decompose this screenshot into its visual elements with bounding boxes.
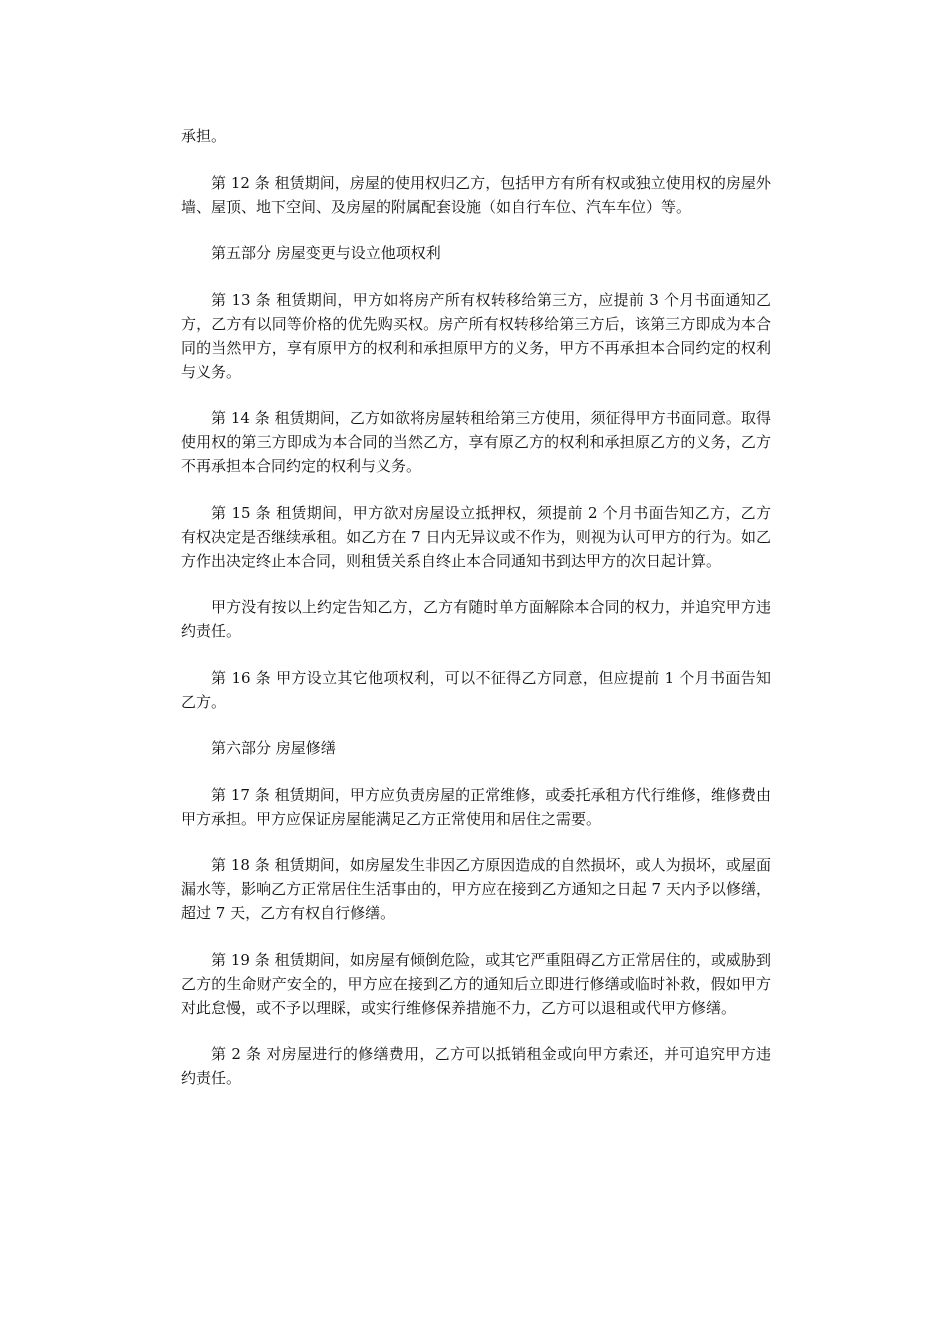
clause-16: 第 16 条 甲方设立其它他项权利，可以不征得乙方同意，但应提前 1 个月书面告知乙方。 bbox=[181, 668, 771, 711]
paragraph-continuation: 承担。 bbox=[181, 127, 227, 145]
clause-14: 第 14 条 租赁期间，乙方如欲将房屋转租给第三方使用，须征得甲方书面同意。取得使用权的第三方即成为本合同的当然乙方，享有原乙方的权利和承担原乙方的义务，乙方不再承担本合同约定的权利与义务。 bbox=[181, 409, 771, 475]
clause-2: 第 2 条 对房屋进行的修缮费用，乙方可以抵销租金或向甲方索还，并可追究甲方违约责任。 bbox=[181, 1045, 771, 1087]
clause-18: 第 18 条 租赁期间，如房屋发生非因乙方原因造成的自然损坏，或人为损坏，或屋面漏水等，影响乙方正常居住生活事由的，甲方应在接到乙方通知之日起 7 天内予以修缮，超过 7 天，乙方有权自行修缮。 bbox=[181, 856, 771, 922]
clause-15-followup: 甲方没有按以上约定告知乙方，乙方有随时单方面解除本合同的权力，并追究甲方违约责任。 bbox=[181, 598, 771, 640]
clause-19: 第 19 条 租赁期间，如房屋有倾倒危险，或其它严重阻碍乙方正常居住的，或威胁到乙方的生命财产安全的，甲方应在接到乙方的通知后立即进行修缮或临时补救，假如甲方对此怠慢，或不予以理睬，或实行维修保养措施不力，乙方可以退租或代甲方修缮。 bbox=[181, 950, 771, 1017]
clause-12: 第 12 条 租赁期间，房屋的使用权归乙方，包括甲方有所有权或独立使用权的房屋外墙、屋顶、地下空间、及房屋的附属配套设施（如自行车位、汽车车位）等。 bbox=[181, 173, 771, 216]
document-body bbox=[181, 124, 771, 1113]
section-heading-5: 第五部分 房屋变更与设立他项权利 bbox=[211, 244, 441, 262]
clause-15: 第 15 条 租赁期间，甲方欲对房屋设立抵押权，须提前 2 个月书面告知乙方，乙方有权决定是否继续承租。如乙方在 7 日内无异议或不作为，则视为认可甲方的行为。如乙方作出决定终止本合同，则租赁关系自终止本合同通知书到达甲方的次日起计算。 bbox=[181, 503, 771, 570]
clause-13: 第 13 条 租赁期间，甲方如将房产所有权转移给第三方，应提前 3 个月书面通知乙方，乙方有以同等价格的优先购买权。房产所有权转移给第三方后，该第三方即成为本合同的当然甲方，享有原甲方的权利和承担原甲方的义务，甲方不再承担本合同约定的权利与义务。 bbox=[181, 290, 771, 381]
clause-17: 第 17 条 租赁期间，甲方应负责房屋的正常维修，或委托承租方代行维修，维修费由甲方承担。甲方应保证房屋能满足乙方正常使用和居住之需要。 bbox=[181, 785, 771, 828]
section-heading-6: 第六部分 房屋修缮 bbox=[211, 739, 336, 757]
